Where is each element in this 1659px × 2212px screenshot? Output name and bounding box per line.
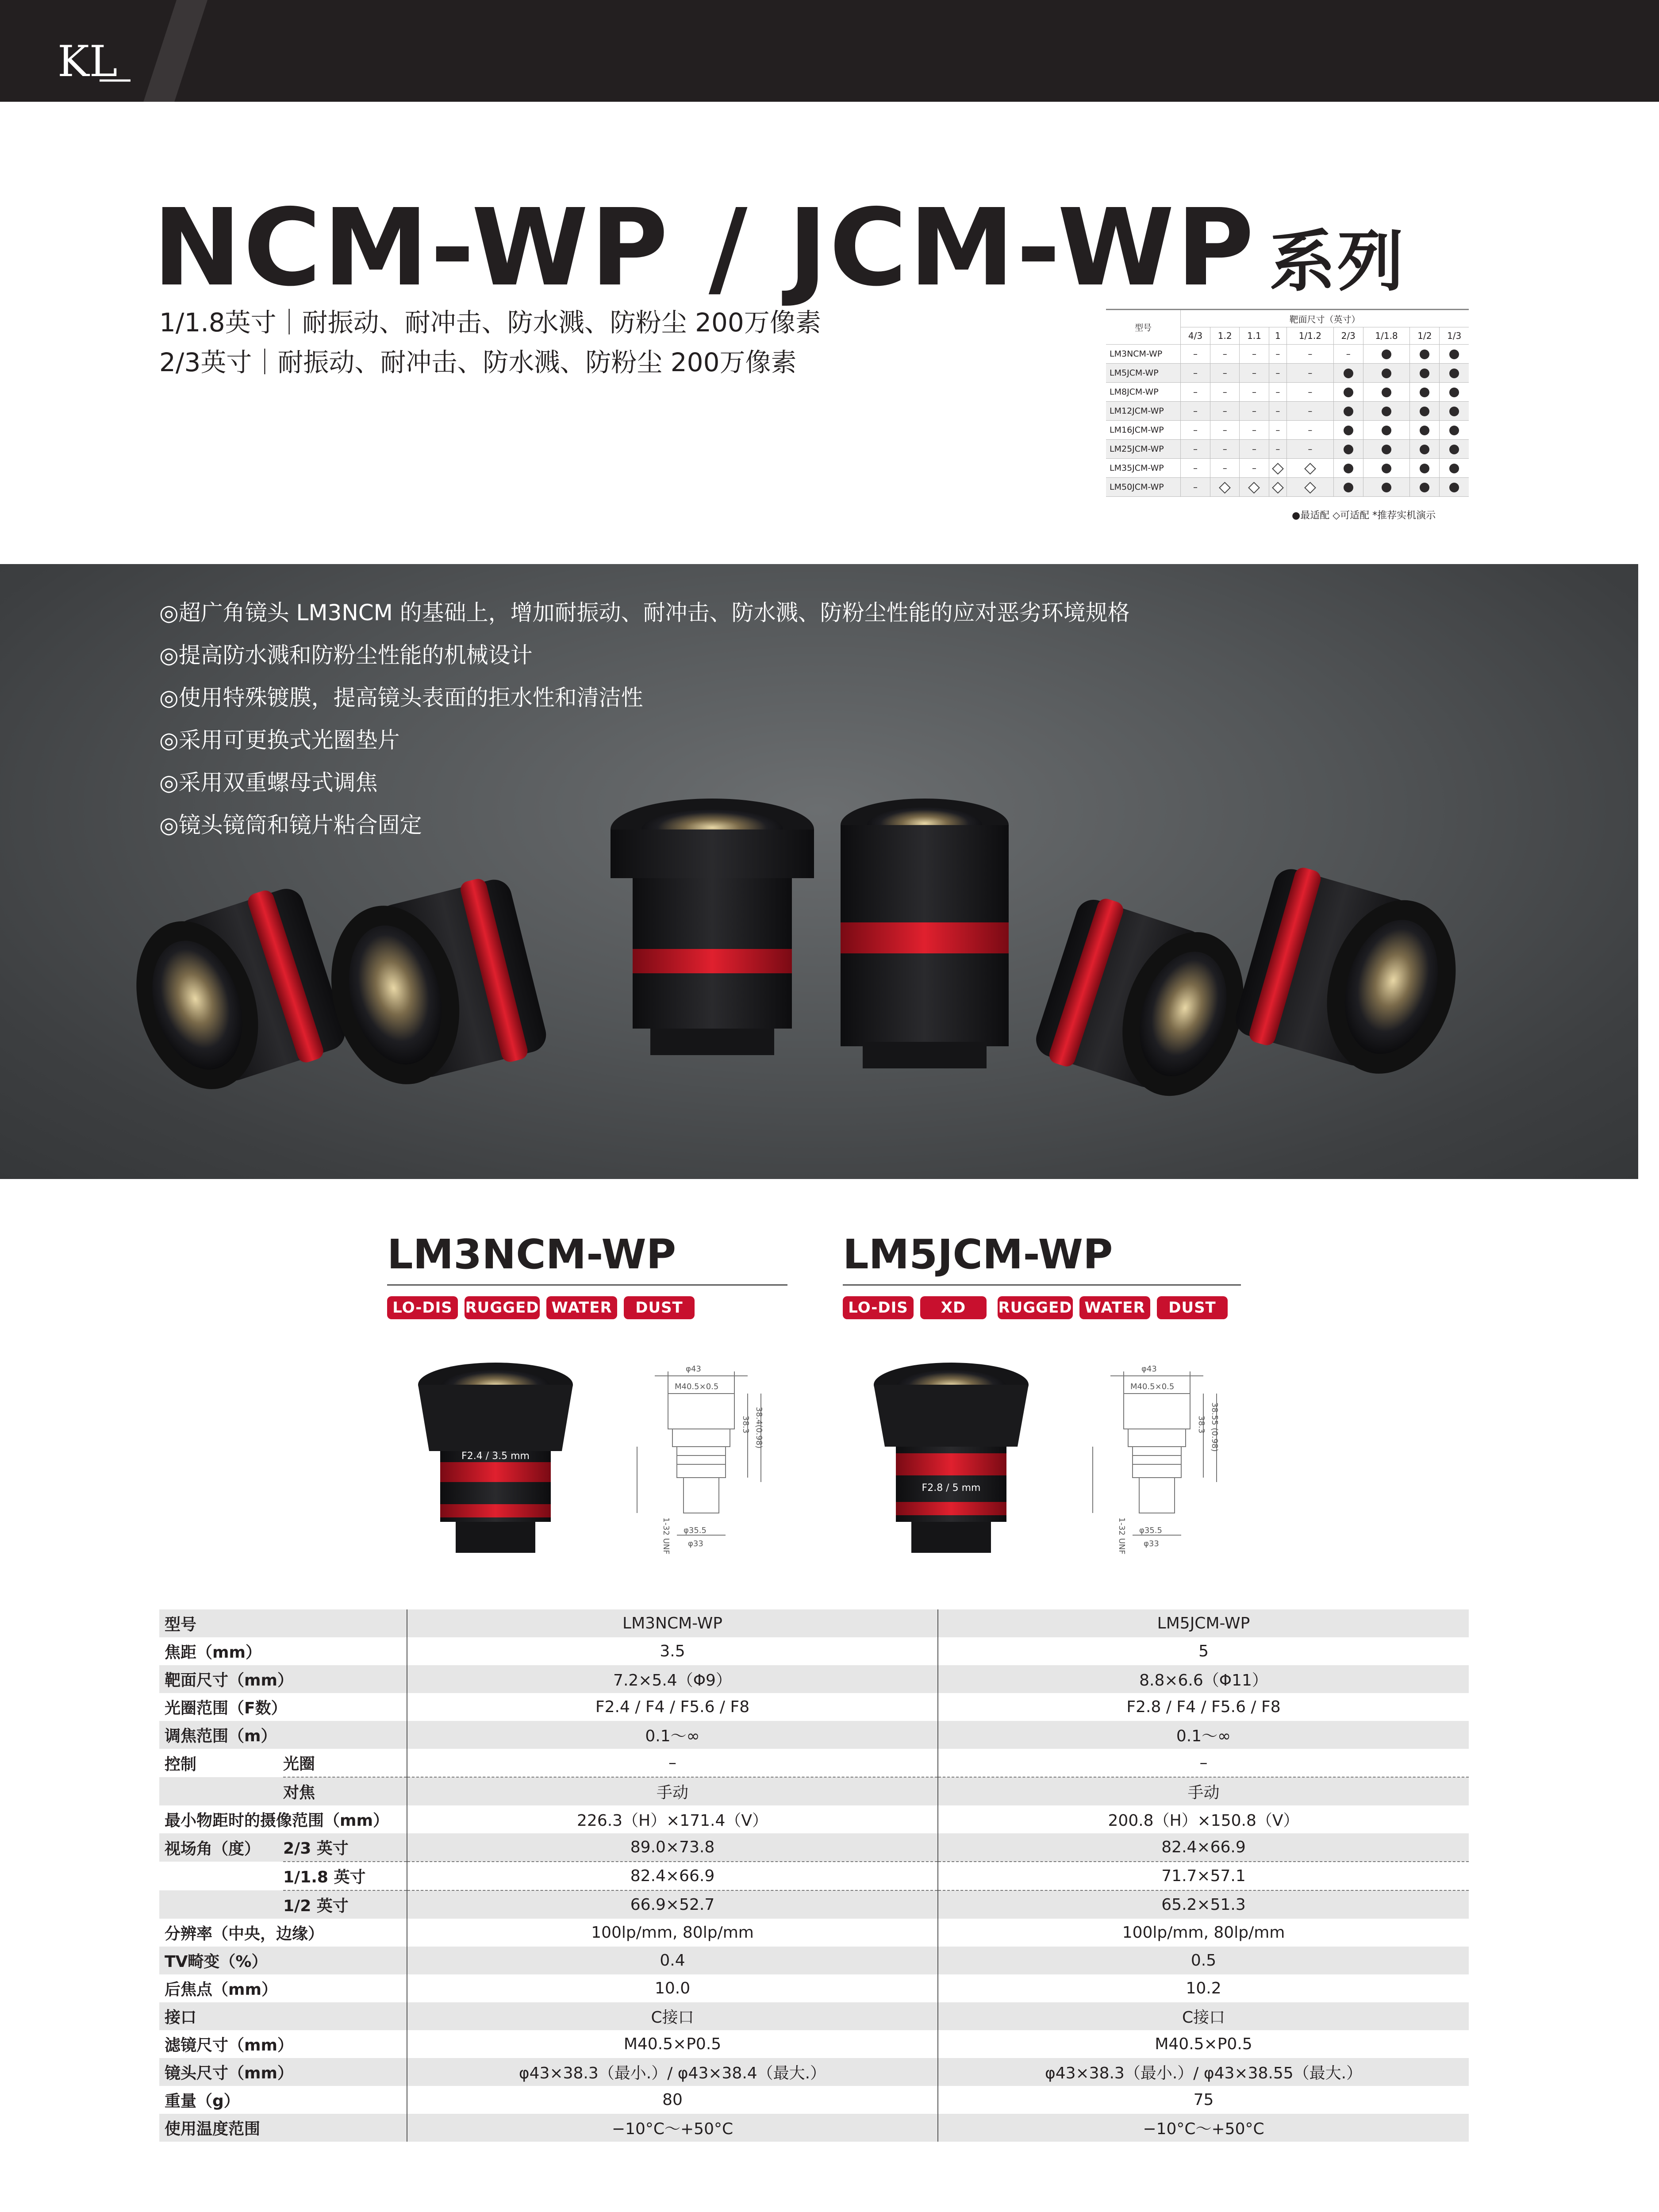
product-2-tag-rugged: RUGGED — [998, 1296, 1073, 1319]
spec-value-b: F2.8 / F4 / F5.6 / F8 — [938, 1693, 1469, 1721]
compat-not-applicable: – — [1287, 421, 1334, 440]
lens-photo-3 — [611, 799, 814, 1055]
compat-size-header: 1/1.2 — [1287, 327, 1334, 345]
spec-value-b: 75 — [938, 2086, 1469, 2114]
compat-not-applicable: – — [1210, 440, 1240, 459]
filled-circle-icon — [1449, 407, 1459, 416]
dim-1-len2: 38.3 — [741, 1416, 750, 1434]
compat-compatible-diamond — [1269, 478, 1286, 497]
spec-label: 焦距（mm） — [165, 1644, 262, 1662]
product-2-name: LM5JCM-WP — [843, 1231, 1113, 1278]
spec-value-a: 226.3（H）×171.4（V） — [407, 1805, 938, 1833]
product-2-tag-lo-dis: LO-DIS — [843, 1296, 914, 1319]
spec-label: 重量（g） — [165, 2092, 240, 2110]
spec-row — [159, 1919, 1469, 1947]
compat-not-applicable: – — [1333, 345, 1363, 364]
filled-circle-icon — [1382, 388, 1391, 397]
compat-not-applicable: – — [1269, 421, 1286, 440]
spec-value-b: 71.7×57.1 — [938, 1862, 1469, 1890]
compat-model-cell: LM35JCM-WP — [1106, 459, 1181, 478]
dim-2-dia: φ43 — [1141, 1364, 1157, 1374]
compat-not-applicable: – — [1181, 364, 1210, 383]
product-2-tag-xd: XD — [920, 1296, 987, 1319]
compat-optimal-dot — [1440, 402, 1469, 421]
spec-value-a: F2.4 / F4 / F5.6 / F8 — [407, 1693, 938, 1721]
compat-not-applicable: – — [1287, 383, 1334, 402]
compat-row — [1106, 421, 1469, 440]
title-main: NCM-WP / JCM-WP — [153, 186, 1256, 310]
spec-value-b: 10.2 — [938, 1974, 1469, 2002]
product-1-rule — [387, 1284, 787, 1286]
compat-compatible-diamond — [1287, 478, 1334, 497]
compat-row — [1106, 345, 1469, 364]
spec-label: 型号 — [159, 1609, 407, 1637]
compat-model-cell: LM16JCM-WP — [1106, 421, 1181, 440]
page-title — [153, 186, 1406, 310]
compat-optimal-dot — [1363, 364, 1410, 383]
compat-optimal-dot — [1440, 421, 1469, 440]
filled-circle-icon — [1344, 464, 1353, 473]
filled-circle-icon — [1382, 369, 1391, 378]
dim-2-dia3: φ33 — [1144, 1539, 1159, 1548]
compat-compatible-diamond — [1240, 478, 1269, 497]
compat-legend: ●最适配 ◇可适配 *推荐实机演示 — [1292, 510, 1436, 521]
spec-label: 分辨率（中央，边缘） — [165, 1925, 324, 1943]
lens-photo-6 — [1230, 861, 1476, 1091]
compat-not-applicable: – — [1287, 440, 1334, 459]
spec-label: 镜头尺寸（mm） — [159, 2058, 407, 2086]
compat-optimal-dot — [1333, 440, 1363, 459]
spec-value-a: 3.5 — [407, 1637, 938, 1665]
compat-size-header: 4/3 — [1181, 327, 1210, 345]
spec-sublabel: 1/1.8 英寸 — [283, 1862, 407, 1890]
dim-2-dia2: φ35.5 — [1139, 1526, 1162, 1535]
compat-optimal-dot — [1410, 364, 1440, 383]
spec-label: 后焦点（mm） — [165, 1981, 278, 1999]
compat-not-applicable: – — [1269, 383, 1286, 402]
filled-circle-icon — [1420, 464, 1429, 473]
compat-optimal-dot — [1363, 383, 1410, 402]
spec-row — [159, 1890, 1469, 1919]
subtitle-2: 2/3英寸｜耐振动、耐冲击、防水溅、防粉尘 200万像素 — [159, 347, 797, 377]
compat-body — [1106, 345, 1469, 497]
compat-row — [1106, 383, 1469, 402]
compat-model-cell: LM8JCM-WP — [1106, 383, 1181, 402]
spec-value-b: 5 — [938, 1637, 1469, 1665]
compat-not-applicable: – — [1210, 345, 1240, 364]
spec-label: 光圈范围（F数） — [165, 1699, 287, 1717]
spec-value-a: 10.0 — [407, 1974, 938, 2002]
compat-row — [1106, 478, 1469, 497]
compat-row — [1106, 364, 1469, 383]
compat-optimal-dot — [1363, 478, 1410, 497]
diamond-icon — [1304, 463, 1316, 475]
compat-not-applicable: – — [1269, 402, 1286, 421]
product-1-photo — [407, 1358, 584, 1562]
filled-circle-icon — [1382, 349, 1391, 359]
spec-row — [159, 2086, 1469, 2114]
product-1-dimension-drawing — [611, 1358, 779, 1562]
spec-row — [159, 1947, 1469, 1974]
compat-not-applicable: – — [1181, 402, 1210, 421]
spec-sublabel: 1/2 英寸 — [283, 1890, 407, 1919]
subtitle-1: 1/1.8英寸｜耐振动、耐冲击、防水溅、防粉尘 200万像素 — [159, 307, 821, 338]
feature-3: ◎使用特殊镀膜，提高镜头表面的拒水性和清洁性 — [159, 685, 643, 710]
compat-optimal-dot — [1440, 478, 1469, 497]
spec-sublabel: 光圈 — [283, 1755, 315, 1773]
filled-circle-icon — [1382, 483, 1391, 492]
top-bar — [0, 0, 1659, 102]
dim-1-len1: 38.4(0.98) — [754, 1407, 764, 1449]
spec-row — [159, 1749, 1469, 1777]
compat-not-applicable: – — [1210, 383, 1240, 402]
lens-photo-4 — [841, 799, 1009, 1068]
compat-not-applicable: – — [1240, 459, 1269, 478]
spec-value-b: M40.5×P0.5 — [938, 2030, 1469, 2058]
compat-model-cell: LM25JCM-WP — [1106, 440, 1181, 459]
feature-4: ◎采用可更换式光圈垫片 — [159, 727, 400, 753]
compat-not-applicable: – — [1181, 459, 1210, 478]
spec-value-a: 0.1～∞ — [407, 1721, 938, 1749]
spec-value-b: φ43×38.3（最小.）/ φ43×38.55（最大.） — [938, 2058, 1469, 2086]
spec-value-a: 82.4×66.9 — [407, 1862, 938, 1890]
product-1-lens-ring-label: F2.4 / 3.5 mm — [461, 1451, 530, 1462]
filled-circle-icon — [1449, 349, 1459, 359]
spec-label — [159, 1777, 283, 1805]
spec-row — [159, 1637, 1469, 1665]
spec-row — [159, 2030, 1469, 2058]
compat-not-applicable: – — [1287, 364, 1334, 383]
compat-not-applicable: – — [1181, 345, 1210, 364]
product-2-lens-ring-label: F2.8 / 5 mm — [922, 1482, 981, 1494]
spec-table — [159, 1609, 1469, 2142]
sensor-compat-table — [1106, 309, 1469, 497]
compat-not-applicable: – — [1269, 364, 1286, 383]
compat-compatible-diamond — [1269, 459, 1286, 478]
compat-optimal-dot — [1410, 345, 1440, 364]
filled-circle-icon — [1420, 349, 1429, 359]
feature-5: ◎采用双重螺母式调焦 — [159, 770, 378, 795]
compat-not-applicable: – — [1269, 440, 1286, 459]
compat-optimal-dot — [1333, 478, 1363, 497]
spec-row — [159, 1862, 1469, 1890]
compat-not-applicable: – — [1240, 421, 1269, 440]
compat-not-applicable: – — [1240, 345, 1269, 364]
spec-value-b: 100lp/mm, 80lp/mm — [938, 1919, 1469, 1947]
filled-circle-icon — [1382, 464, 1391, 473]
compat-optimal-dot — [1363, 459, 1410, 478]
spec-value-a: C接口 — [407, 2002, 938, 2030]
filled-circle-icon — [1420, 445, 1429, 454]
compat-size-header: 1.1 — [1240, 327, 1269, 345]
lens-photo-5 — [1030, 891, 1264, 1114]
spec-value-a: −10°C～+50°C — [407, 2114, 938, 2142]
dim-2-thread: M40.5×0.5 — [1130, 1382, 1175, 1391]
compat-not-applicable: – — [1181, 383, 1210, 402]
spec-body — [159, 1609, 1469, 2142]
title-suffix: 系列 — [1269, 223, 1406, 300]
filled-circle-icon — [1449, 426, 1459, 435]
spec-value-a: 89.0×73.8 — [407, 1833, 938, 1862]
filled-circle-icon — [1344, 426, 1353, 435]
spec-value-b: 手动 — [938, 1777, 1469, 1805]
spec-value-a: 手动 — [407, 1777, 938, 1805]
spec-label: 视场角（度） — [159, 1833, 283, 1862]
dim-1-dia3: φ33 — [688, 1539, 703, 1548]
spec-row — [159, 1665, 1469, 1693]
dim-1-mount: 1-32 UNF — [661, 1517, 671, 1555]
spec-header-row — [159, 1609, 1469, 1637]
compat-not-applicable: – — [1240, 402, 1269, 421]
compat-model-cell: LM12JCM-WP — [1106, 402, 1181, 421]
filled-circle-icon — [1344, 407, 1353, 416]
compat-not-applicable: – — [1240, 383, 1269, 402]
spec-value-b: 65.2×51.3 — [938, 1890, 1469, 1919]
filled-circle-icon — [1449, 445, 1459, 454]
compat-size-header: 1/3 — [1440, 327, 1469, 345]
lens-photo-2 — [313, 872, 551, 1100]
dim-1-dia2: φ35.5 — [684, 1526, 707, 1535]
compat-compatible-diamond — [1210, 478, 1240, 497]
compat-not-applicable: – — [1181, 478, 1210, 497]
spec-row — [159, 1777, 1469, 1805]
spec-model-b: LM5JCM-WP — [938, 1609, 1469, 1637]
compat-size-header: 2/3 — [1333, 327, 1363, 345]
kl-logo — [58, 40, 131, 84]
spec-sublabel: 2/3 英寸 — [283, 1833, 407, 1862]
dim-1-dia: φ43 — [686, 1364, 701, 1374]
filled-circle-icon — [1449, 483, 1459, 492]
spec-label — [159, 1890, 283, 1919]
product-2-tag-water: WATER — [1079, 1296, 1150, 1319]
compat-not-applicable: – — [1269, 345, 1286, 364]
spec-row — [159, 1693, 1469, 1721]
spec-label: 最小物距时的摄像范围（mm） — [165, 1812, 389, 1830]
spec-label: 调焦范围（m） — [159, 1721, 407, 1749]
compat-not-applicable: – — [1210, 364, 1240, 383]
spec-value-b: C接口 — [938, 2002, 1469, 2030]
spec-row — [159, 2002, 1469, 2030]
compat-optimal-dot — [1333, 402, 1363, 421]
dim-2-mount: 1-32 UNF — [1117, 1517, 1126, 1555]
spec-label: 接口 — [159, 2002, 407, 2030]
spec-value-b: – — [938, 1749, 1469, 1777]
spec-value-b: −10°C～+50°C — [938, 2114, 1469, 2142]
diamond-icon — [1272, 482, 1284, 494]
compat-optimal-dot — [1410, 421, 1440, 440]
product-1-tag-rugged: RUGGED — [465, 1296, 540, 1319]
spec-value-a: 66.9×52.7 — [407, 1890, 938, 1919]
compat-optimal-dot — [1410, 440, 1440, 459]
feature-2: ◎提高防水溅和防粉尘性能的机械设计 — [159, 642, 533, 668]
svg-text:KL: KL — [58, 40, 118, 84]
spec-label: 靶面尺寸（mm） — [159, 1665, 407, 1693]
filled-circle-icon — [1420, 407, 1429, 416]
compat-not-applicable: – — [1287, 402, 1334, 421]
diamond-icon — [1304, 482, 1316, 494]
dim-2-len2: 38.3 — [1197, 1416, 1206, 1434]
compat-size-header: 1/1.8 — [1363, 327, 1410, 345]
compat-optimal-dot — [1363, 421, 1410, 440]
dim-1-thread: M40.5×0.5 — [675, 1382, 719, 1391]
compat-optimal-dot — [1410, 459, 1440, 478]
compat-optimal-dot — [1440, 440, 1469, 459]
compat-model-header: 型号 — [1106, 310, 1181, 345]
spec-model-a: LM3NCM-WP — [407, 1609, 938, 1637]
product-2-dimension-drawing — [1066, 1358, 1234, 1562]
spec-label: 使用温度范围 — [159, 2114, 407, 2142]
compat-model-cell: LM3NCM-WP — [1106, 345, 1181, 364]
spec-row — [159, 1805, 1469, 1833]
filled-circle-icon — [1382, 445, 1391, 454]
compat-optimal-dot — [1440, 345, 1469, 364]
compat-optimal-dot — [1363, 440, 1410, 459]
spec-value-b: 200.8（H）×150.8（V） — [938, 1805, 1469, 1833]
spec-label: TV畸变（%） — [159, 1947, 407, 1974]
compat-not-applicable: – — [1210, 421, 1240, 440]
filled-circle-icon — [1382, 407, 1391, 416]
product-1-tag-water: WATER — [546, 1296, 617, 1319]
spec-label — [159, 1862, 283, 1890]
dim-2-len1: 38.55 (0.98) — [1210, 1402, 1219, 1452]
compat-optimal-dot — [1440, 364, 1469, 383]
spec-row — [159, 1833, 1469, 1862]
spec-row — [159, 1974, 1469, 2002]
compat-optimal-dot — [1410, 478, 1440, 497]
compat-optimal-dot — [1333, 383, 1363, 402]
compat-row — [1106, 402, 1469, 421]
compat-optimal-dot — [1363, 402, 1410, 421]
compat-not-applicable: – — [1240, 440, 1269, 459]
compat-compatible-diamond — [1287, 459, 1334, 478]
compat-not-applicable: – — [1210, 459, 1240, 478]
filled-circle-icon — [1420, 388, 1429, 397]
spec-value-a: φ43×38.3（最小.）/ φ43×38.4（最大.） — [407, 2058, 938, 2086]
feature-1: ◎超广角镜头 LM3NCM 的基础上，增加耐振动、耐冲击、防水溅、防粉尘性能的应对恶劣环境规格 — [159, 600, 1130, 626]
spec-row — [159, 2114, 1469, 2142]
filled-circle-icon — [1449, 464, 1459, 473]
spec-row — [159, 2058, 1469, 2086]
spec-value-b: 0.5 — [938, 1947, 1469, 1974]
diamond-icon — [1272, 463, 1284, 475]
spec-row — [159, 1721, 1469, 1749]
filled-circle-icon — [1344, 483, 1353, 492]
spec-value-a: – — [407, 1749, 938, 1777]
product-2-photo — [863, 1358, 1040, 1562]
spec-sublabel: 对焦 — [283, 1777, 407, 1805]
compat-row — [1106, 440, 1469, 459]
spec-value-b: 8.8×6.6（Φ11） — [938, 1665, 1469, 1693]
compat-size-header: 1 — [1269, 327, 1286, 345]
compat-optimal-dot — [1333, 421, 1363, 440]
feature-6: ◎镜头镜筒和镜片粘合固定 — [159, 812, 422, 838]
compat-optimal-dot — [1333, 364, 1363, 383]
diamond-icon — [1219, 482, 1231, 494]
compat-optimal-dot — [1410, 402, 1440, 421]
product-2-tag-dust: DUST — [1157, 1296, 1228, 1319]
filled-circle-icon — [1449, 388, 1459, 397]
compat-not-applicable: – — [1181, 421, 1210, 440]
spec-value-b: 0.1～∞ — [938, 1721, 1469, 1749]
spec-value-a: 0.4 — [407, 1947, 938, 1974]
compat-group-header: 靶面尺寸（英寸） — [1181, 310, 1469, 327]
spec-value-a: 80 — [407, 2086, 938, 2114]
compat-optimal-dot — [1363, 345, 1410, 364]
compat-not-applicable: – — [1240, 364, 1269, 383]
filled-circle-icon — [1344, 369, 1353, 378]
product-2-rule — [843, 1284, 1241, 1286]
compat-optimal-dot — [1410, 383, 1440, 402]
compat-not-applicable: – — [1181, 440, 1210, 459]
filled-circle-icon — [1382, 426, 1391, 435]
compat-row — [1106, 459, 1469, 478]
spec-value-b: 82.4×66.9 — [938, 1833, 1469, 1862]
filled-circle-icon — [1420, 369, 1429, 378]
compat-optimal-dot — [1440, 459, 1469, 478]
spec-label: 控制 — [165, 1755, 197, 1774]
compat-optimal-dot — [1440, 383, 1469, 402]
compat-model-cell: LM50JCM-WP — [1106, 478, 1181, 497]
spec-label: 滤镜尺寸（mm） — [165, 2036, 294, 2055]
spec-value-a: 7.2×5.4（Φ9） — [407, 1665, 938, 1693]
diamond-icon — [1248, 482, 1260, 494]
compat-not-applicable: – — [1287, 345, 1334, 364]
compat-size-header: 1/2 — [1410, 327, 1440, 345]
product-1-tag-dust: DUST — [624, 1296, 695, 1319]
decorative-slash — [139, 0, 211, 102]
spec-value-a: M40.5×P0.5 — [407, 2030, 938, 2058]
compat-model-cell: LM5JCM-WP — [1106, 364, 1181, 383]
filled-circle-icon — [1344, 388, 1353, 397]
filled-circle-icon — [1449, 369, 1459, 378]
product-1-name: LM3NCM-WP — [387, 1231, 676, 1278]
filled-circle-icon — [1420, 426, 1429, 435]
product-1-tag-lo-dis: LO-DIS — [387, 1296, 458, 1319]
filled-circle-icon — [1420, 483, 1429, 492]
compat-size-header: 1.2 — [1210, 327, 1240, 345]
compat-optimal-dot — [1333, 459, 1363, 478]
filled-circle-icon — [1344, 445, 1353, 454]
compat-not-applicable: – — [1210, 402, 1240, 421]
spec-value-a: 100lp/mm, 80lp/mm — [407, 1919, 938, 1947]
lens-photo-1 — [115, 880, 351, 1107]
